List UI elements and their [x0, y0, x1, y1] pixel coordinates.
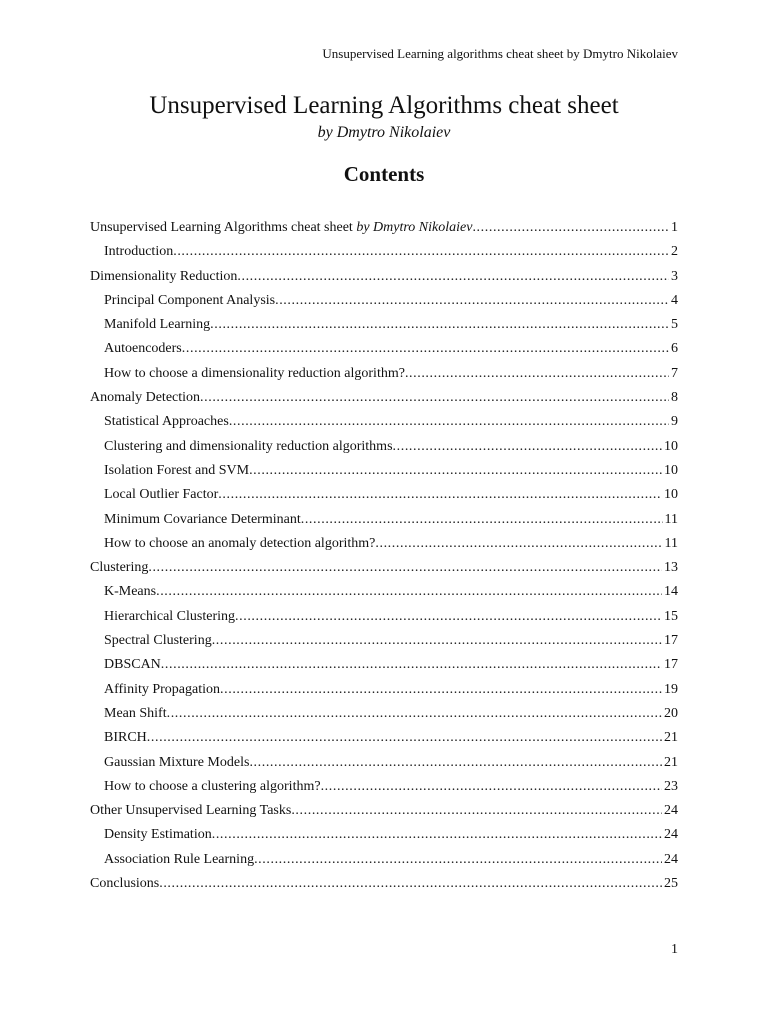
toc-entry-title-text: Autoencoders	[104, 341, 182, 357]
toc-entry-page: 6	[671, 341, 678, 357]
dot-leader	[393, 435, 662, 459]
toc-entry-title-text: Manifold Learning	[104, 317, 211, 333]
toc-entry-title	[104, 848, 254, 872]
toc-entry-title	[90, 799, 291, 823]
dot-leader	[301, 508, 663, 532]
dot-leader	[200, 386, 669, 410]
toc-entry[interactable]	[90, 240, 678, 264]
toc-entry-title-text: Clustering	[90, 560, 149, 576]
toc-entry[interactable]	[90, 337, 678, 361]
toc-entry[interactable]	[90, 483, 678, 507]
dot-leader	[229, 410, 669, 434]
toc-entry[interactable]	[90, 872, 678, 896]
toc-entry-page: 4	[671, 292, 678, 308]
toc-entry-title-text: Dimensionality Reduction	[90, 268, 238, 284]
table-of-contents	[90, 216, 678, 896]
dot-leader	[220, 678, 662, 702]
toc-entry[interactable]	[90, 459, 678, 483]
toc-entry-title	[104, 532, 375, 556]
toc-entry-title	[104, 823, 212, 847]
dot-leader	[249, 459, 662, 483]
toc-entry-page: 10	[664, 462, 678, 478]
toc-entry-title-text: Principal Component Analysis	[104, 292, 276, 308]
dot-leader	[161, 653, 662, 677]
toc-entry-page: 2	[671, 244, 678, 260]
toc-entry-title-text: K-Means	[104, 584, 157, 600]
toc-entry[interactable]	[90, 580, 678, 604]
toc-entry-page: 19	[664, 681, 678, 697]
toc-entry-title-text: Local Outlier Factor	[104, 487, 219, 503]
toc-entry-page: 11	[664, 511, 678, 527]
toc-entry-page: 3	[671, 268, 678, 284]
dot-leader	[148, 556, 662, 580]
dot-leader	[275, 289, 669, 313]
toc-entry-title-text: BIRCH	[104, 730, 147, 746]
toc-entry[interactable]	[90, 508, 678, 532]
dot-leader	[249, 751, 662, 775]
toc-entry-title-text: Statistical Approaches	[104, 414, 229, 430]
toc-entry-title	[104, 337, 182, 361]
toc-heading: Contents	[343, 162, 425, 186]
toc-entry-title	[90, 872, 159, 896]
dot-leader	[159, 872, 662, 896]
toc-entry-page: 25	[664, 876, 678, 892]
toc-entry-title-text: Conclusions	[90, 876, 160, 892]
toc-entry-title-text: How to choose an anomaly detection algorithm?	[104, 535, 376, 551]
toc-entry[interactable]	[90, 386, 678, 410]
toc-entry-page: 1	[671, 220, 678, 235]
toc-entry[interactable]	[90, 605, 678, 629]
toc-entry-title	[104, 605, 235, 629]
toc-entry-page: 24	[664, 851, 678, 867]
toc-entry-title	[104, 483, 218, 507]
dot-leader	[291, 799, 662, 823]
toc-entry-title	[104, 653, 161, 677]
dot-leader	[472, 216, 669, 240]
dot-leader	[405, 362, 669, 386]
toc-entry-page: 11	[664, 535, 678, 551]
toc-entry-title-text: Anomaly Detection	[90, 390, 201, 406]
toc-entry-title	[90, 216, 472, 240]
toc-entry-page: 8	[671, 390, 678, 406]
toc-entry-title	[104, 362, 405, 386]
toc-entry-title	[104, 435, 393, 459]
toc-entry[interactable]	[90, 313, 678, 337]
toc-entry-title-italic: by Dmytro Nikolaiev	[356, 220, 473, 235]
toc-entry[interactable]	[90, 265, 678, 289]
toc-entry-title-text: Association Rule Learning	[104, 851, 255, 867]
toc-entry-page: 23	[664, 778, 678, 794]
toc-entry-page: 17	[664, 633, 678, 649]
toc-entry-title	[104, 459, 249, 483]
toc-entry-title-text: Gaussian Mixture Models	[104, 754, 250, 770]
dot-leader	[210, 313, 669, 337]
toc-entry[interactable]	[90, 362, 678, 386]
toc-entry-page: 14	[664, 584, 678, 600]
toc-entry-title	[104, 751, 249, 775]
toc-entry-page: 10	[664, 438, 678, 454]
toc-entry-title-text: Mean Shift	[104, 705, 167, 721]
toc-entry-title-text: Density Estimation	[104, 827, 212, 843]
toc-entry[interactable]	[90, 629, 678, 653]
toc-entry-page: 9	[671, 414, 678, 430]
toc-entry-page: 13	[664, 560, 678, 576]
toc-entry-title	[104, 580, 156, 604]
toc-entry[interactable]	[90, 289, 678, 313]
toc-entry-title	[90, 265, 237, 289]
dot-leader	[147, 726, 662, 750]
toc-entry-page: 17	[664, 657, 678, 673]
toc-entry-title-text: Introduction	[104, 244, 174, 260]
toc-entry[interactable]	[90, 848, 678, 872]
dot-leader	[212, 629, 662, 653]
toc-entry-page: 20	[664, 705, 678, 721]
toc-entry-title-text: Minimum Covariance Determinant	[104, 511, 301, 527]
toc-entry[interactable]	[90, 216, 678, 240]
toc-entry-page: 24	[664, 803, 678, 819]
dot-leader	[321, 775, 662, 799]
toc-entry[interactable]	[90, 556, 678, 580]
toc-entry-title	[104, 410, 229, 434]
toc-entry-title	[104, 775, 321, 799]
toc-entry-title	[90, 556, 148, 580]
toc-entry-page: 5	[671, 317, 678, 333]
dot-leader	[212, 823, 662, 847]
dot-leader	[237, 265, 669, 289]
toc-entry-title	[104, 629, 212, 653]
toc-entry-title-text: How to choose a clustering algorithm?	[104, 778, 321, 794]
toc-entry-title-text: DBSCAN	[104, 657, 161, 673]
toc-entry-page: 10	[664, 487, 678, 503]
toc-entry[interactable]	[90, 410, 678, 434]
toc-entry-page: 21	[664, 730, 678, 746]
dot-leader	[254, 848, 662, 872]
toc-entry-title-text: Hierarchical Clustering	[104, 608, 236, 624]
dot-leader	[235, 605, 662, 629]
toc-entry-page: 15	[664, 608, 678, 624]
toc-entry[interactable]	[90, 823, 678, 847]
running-header: Unsupervised Learning algorithms cheat sheet by Dmytro Nikolaiev	[322, 46, 678, 61]
toc-entry-title-text: Isolation Forest and SVM	[104, 462, 250, 478]
toc-entry-title-text: How to choose a dimensionality reduction algorithm?	[104, 365, 405, 381]
toc-entry[interactable]	[90, 702, 678, 726]
toc-entry-page: 24	[664, 827, 678, 843]
toc-entry[interactable]	[90, 726, 678, 750]
toc-entry-title	[104, 726, 147, 750]
toc-entry-title-text: Clustering and dimensionality reduction algorithms	[104, 438, 393, 454]
toc-entry-title-text: Affinity Propagation	[104, 681, 221, 697]
page-number: 1	[671, 942, 678, 957]
toc-entry-title	[104, 289, 275, 313]
dot-leader	[218, 483, 662, 507]
dot-leader	[182, 337, 669, 361]
toc-entry-page: 7	[671, 365, 678, 381]
dot-leader	[173, 240, 669, 264]
document-byline: by Dmytro Nikolaiev	[317, 124, 451, 141]
toc-entry[interactable]	[90, 751, 678, 775]
toc-entry-title	[104, 240, 173, 264]
toc-entry[interactable]	[90, 653, 678, 677]
toc-entry-title	[104, 702, 167, 726]
dot-leader	[156, 580, 662, 604]
toc-entry-title-text: Spectral Clustering	[104, 633, 212, 649]
document-title: Unsupervised Learning Algorithms cheat sheet	[149, 92, 619, 119]
dot-leader	[167, 702, 662, 726]
toc-entry-title	[104, 313, 210, 337]
dot-leader	[375, 532, 662, 556]
toc-entry[interactable]	[90, 678, 678, 702]
toc-entry-title-text: Unsupervised Learning Algorithms cheat sheet	[90, 220, 357, 235]
toc-entry[interactable]	[90, 435, 678, 459]
toc-entry-page: 21	[664, 754, 678, 770]
toc-entry-title	[104, 508, 301, 532]
toc-entry-title	[104, 678, 220, 702]
toc-entry-title-text: Other Unsupervised Learning Tasks	[90, 803, 292, 819]
toc-entry-title	[90, 386, 200, 410]
toc-entry[interactable]	[90, 775, 678, 799]
toc-entry[interactable]	[90, 799, 678, 823]
toc-entry[interactable]	[90, 532, 678, 556]
